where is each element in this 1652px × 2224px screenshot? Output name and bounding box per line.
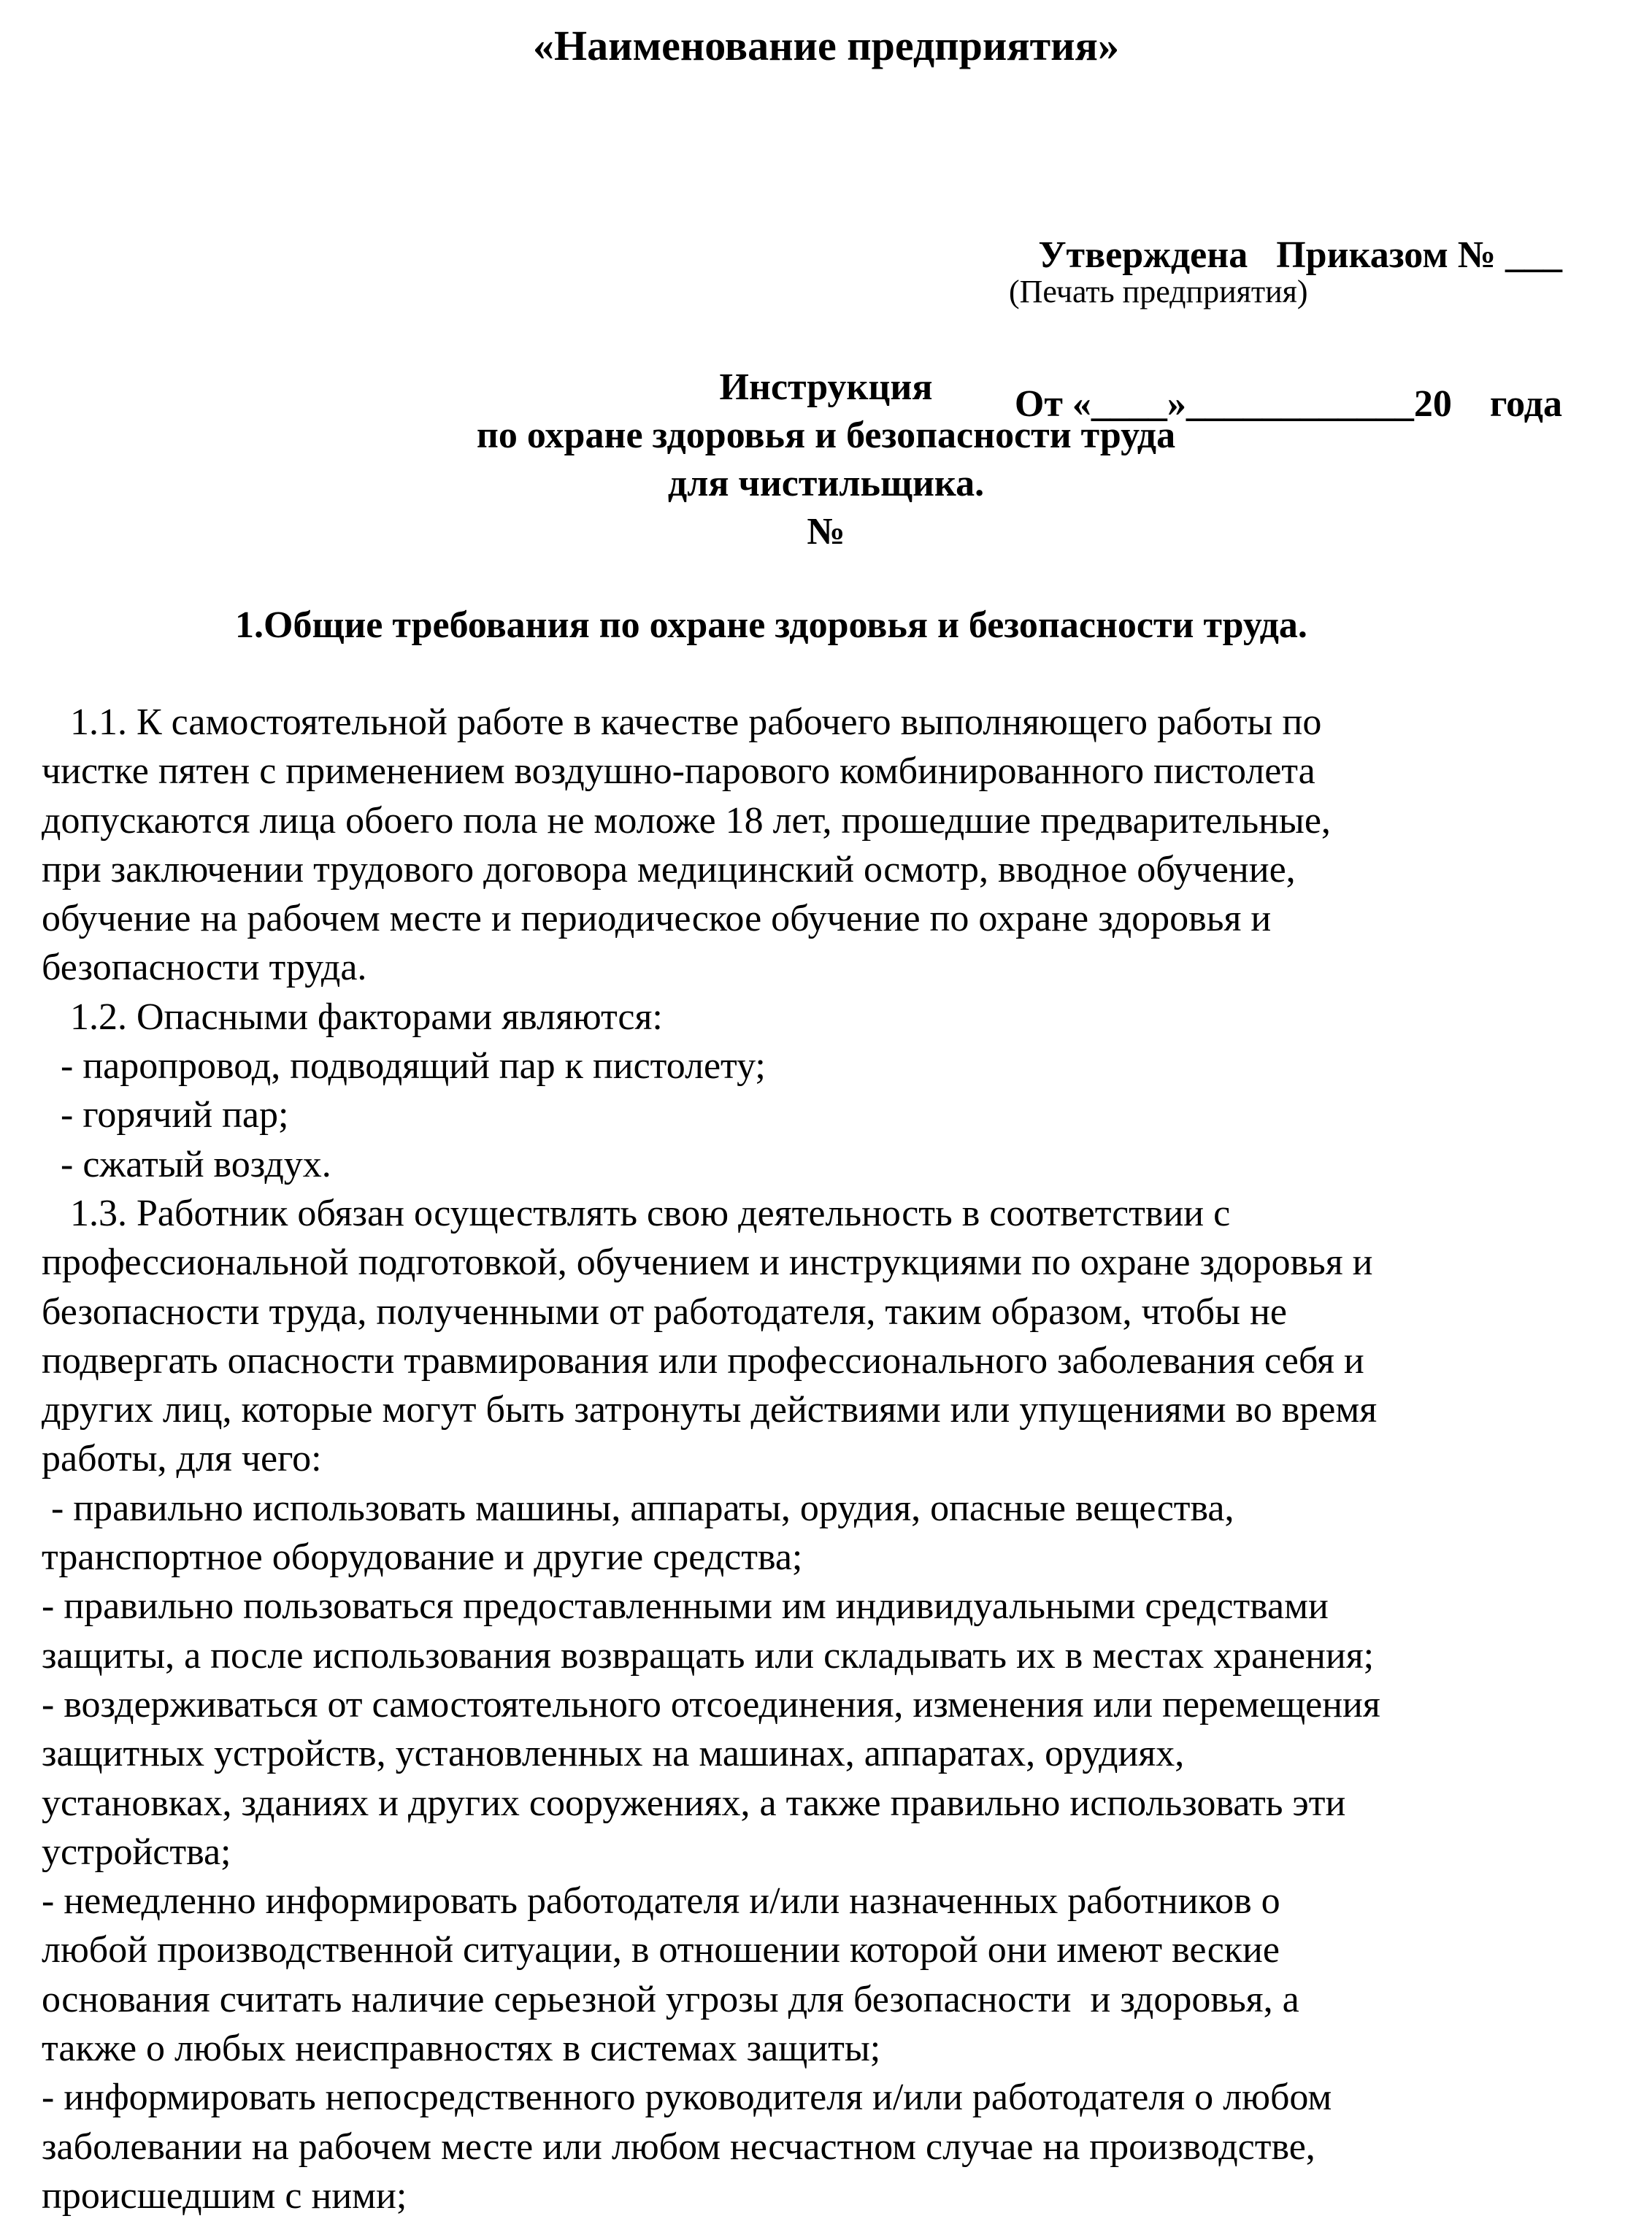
document-title [0,363,1652,556]
text-line: безопасности труда, полученными от работодателя, таким образом, чтобы не [42,1290,1287,1333]
text-line: любой производственной ситуации, в отношении которой они имеют веские [42,1929,1280,1971]
text-line: работы, для чего: [42,1438,322,1480]
company-name: «Наименование предприятия» [533,22,1119,69]
text-line: установках, зданиях и других сооружениях, а также правильно использовать эти [42,1782,1346,1824]
text-line: - сжатый воздух. [42,1143,331,1185]
text-line: профессиональной подготовкой, обучением и инструкциями по охране здоровья и [42,1242,1373,1284]
text-line: защиты, а после использования возвращать или складывать их в местах хранения; [42,1634,1375,1677]
text-line: допускаются лица обоего пола не моложе 18 лет, прошедшие предварительные, [42,799,1331,842]
title-line: для чистильщика. [667,463,985,504]
text-line: 1.2. Опасными факторами являются: [42,996,663,1038]
text-line: подвергать опасности травмирования или профессионального заболевания себя и [42,1339,1364,1382]
title-line: Инструкция [719,366,933,408]
text-line: происшедшим с ними; [42,2174,407,2217]
seal-placeholder: (Печать предприятия) [1009,274,1308,309]
title-line: по охране здоровья и безопасности труда [476,415,1176,456]
text-line: основания считать наличие серьезной угрозы для безопасности и здоровья, а [42,1978,1299,2020]
text-line: - воздерживаться от самостоятельного отсоединения, изменения или перемещения [42,1683,1380,1725]
text-line: - немедленно информировать работодателя и/или назначенных работников о [42,1880,1280,1923]
text-line: других лиц, которые могут быть затронуты действиями или упущениями во время [42,1389,1378,1431]
text-line: - горячий пар; [42,1094,289,1136]
text-line: заболевании на рабочем месте или любом несчастном случае на производстве, [42,2125,1315,2168]
approval-date-line: От «____»____________20 года [1014,383,1562,425]
text-line: - паропровод, подводящий пар к пистолету; [42,1045,766,1088]
section-body [42,698,1618,2220]
text-line: 1.1. К самостоятельной работе в качестве рабочего выполняющего работы по [42,701,1322,743]
text-line: обучение на рабочем месте и периодическое обучение по охране здоровья и [42,898,1272,940]
text-line: - информировать непосредственного руководителя и/или работодателя о любом [42,2077,1332,2119]
text-line: - правильно пользоваться предоставленными им индивидуальными средствами [42,1585,1329,1628]
approval-order-line: Утверждена Приказом № ___ [1038,234,1562,276]
text-line: 1.3. Работник обязан осуществлять свою деятельность в соответствии с [42,1192,1231,1234]
text-line: безопасности труда. [42,947,367,989]
text-line: также о любых неисправностях в системах защиты; [42,2028,881,2070]
text-line: транспортное оборудование и другие средства; [42,1536,803,1579]
text-line: защитных устройств, установленных на машинах, аппаратах, орудиях, [42,1733,1185,1775]
section-heading: 1.Общие требования по охране здоровья и безопасности труда. [235,604,1307,646]
text-line: устройства; [42,1831,231,1873]
title-number: № [807,511,845,553]
text-line: при заключении трудового договора медицинский осмотр, вводное обучение, [42,848,1296,890]
text-line: - правильно использовать машины, аппараты, орудия, опасные вещества, [42,1487,1234,1529]
text-line: чистке пятен с применением воздушно-парового комбинированного пистолета [42,750,1315,793]
